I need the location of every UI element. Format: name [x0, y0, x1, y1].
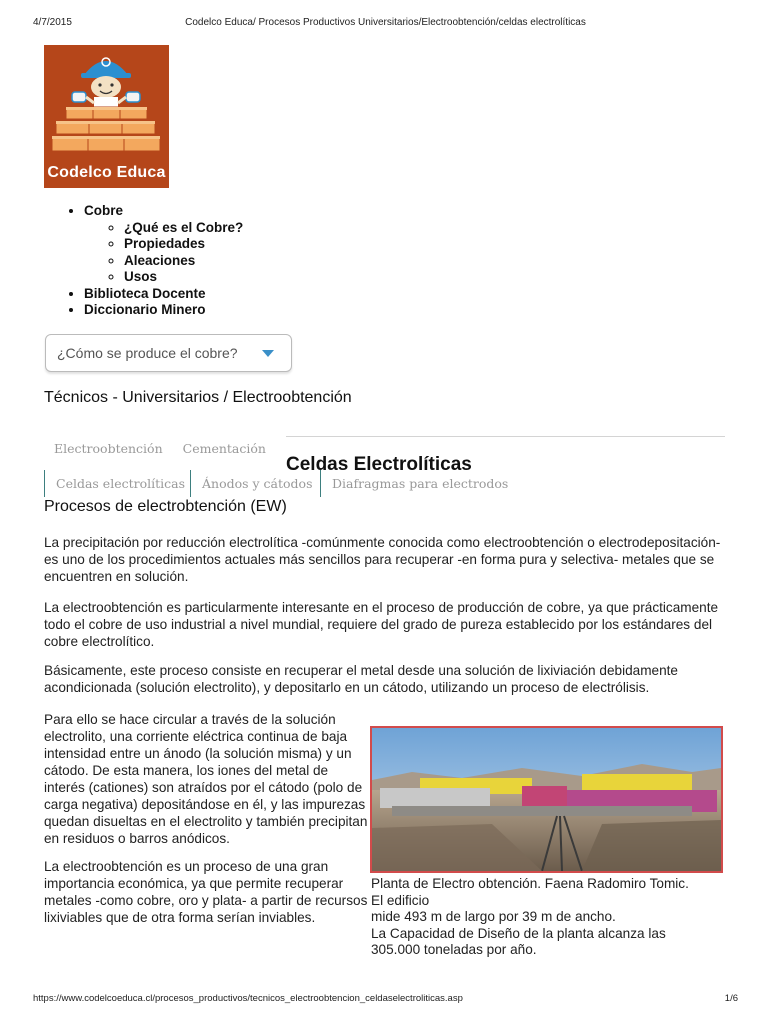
- paragraph-3: Básicamente, este proceso consiste en recuperar el metal desde una solución de lixiviación debidamente acondicionada (solución electrolito), y depositarlo en un cátodo, utilizando un proceso de electrólisis.: [44, 663, 678, 695]
- nav-item-biblioteca[interactable]: • Biblioteca Docente: [84, 286, 243, 303]
- paragraph-1: La precipitación por reducción electrolítica -comúnmente conocida como electroobtención o electrodepositación- es uno de los procedimientos actuales más sencillos para recuperar -en forma pura y selectiva- metales que se encuentren en solución.: [44, 535, 721, 584]
- plant-photo: [370, 726, 723, 873]
- tab-diafragmas[interactable]: Diafragmas para electrodos: [320, 470, 508, 497]
- codelco-educa-logo[interactable]: [44, 45, 169, 188]
- chevron-down-icon[interactable]: [262, 350, 274, 357]
- caption-line-2: El edificio: [371, 892, 430, 908]
- tab-electroobtencion[interactable]: Electroobtención: [54, 441, 163, 456]
- caption-line-3: mide 493 m de largo por 39 m de ancho.: [371, 909, 616, 924]
- divider: [286, 436, 725, 437]
- nav-subitem-propiedades[interactable]: ◦ Propiedades: [124, 236, 243, 253]
- tabs-primary: [44, 441, 276, 456]
- print-page-number: 1/6: [724, 993, 738, 1004]
- process-select-value: ¿Cómo se produce el cobre?: [57, 345, 238, 361]
- caption-line-5: 305.000 toneladas por año.: [371, 942, 537, 957]
- photo-caption: [371, 876, 721, 959]
- main-nav: [84, 203, 243, 319]
- paragraph-4: Para ello se hace circular a través de la solución electrolito, una corriente eléctrica continua de baja intensidad entre un ánodo (la solución misma) y un cátodo. De esta manera, los iones del metal de interés (cationes) son atraídos por el cátodo (polo de carga negativa) depositándose en él, y las impurezas quedan disueltas en el electrolito y también precipitan en residuos o barros anódicos.: [44, 712, 368, 846]
- nav-subitem-que-es[interactable]: ◦ ¿Qué es el Cobre?: [124, 220, 243, 237]
- nav-item-cobre[interactable]: [84, 203, 243, 286]
- logo-text: Codelco Educa: [47, 164, 166, 181]
- caption-line-4: La Capacidad de Diseño de la planta alcanza las: [371, 925, 666, 941]
- clipped-page-title-text: Celdas Electrolíticas: [286, 454, 472, 470]
- process-select[interactable]: [45, 334, 292, 372]
- tab-celdas-electroliticas[interactable]: Celdas electrolíticas: [44, 470, 185, 497]
- caption-line-1: Planta de Electro obtención. Faena Radomiro Tomic.: [371, 876, 689, 891]
- nav-item-diccionario[interactable]: • Diccionario Minero: [84, 302, 243, 319]
- print-title: Codelco Educa/ Procesos Productivos Universitarios/Electroobtención/celdas electrolíticas: [185, 17, 586, 28]
- print-date: 4/7/2015: [33, 17, 72, 28]
- plant-photo-illustration: [372, 728, 721, 871]
- clipped-page-title: [286, 448, 726, 470]
- nav-link-cobre[interactable]: Cobre: [84, 203, 124, 218]
- tab-anodos-catodos[interactable]: Ánodos y cátodos: [190, 470, 313, 497]
- print-url: https://www.codelcoeduca.cl/procesos_productivos/tecnicos_electroobtencion_celdaselectroliticas.asp: [33, 993, 463, 1004]
- document-title: Procesos de electrobtención (EW): [44, 498, 287, 515]
- nav-subitem-aleaciones[interactable]: ◦ Aleaciones: [124, 253, 243, 270]
- tab-cementacion[interactable]: Cementación: [182, 441, 266, 456]
- paragraph-5: La electroobtención es un proceso de una gran importancia económica, ya que permite recuperar metales -como cobre, oro y plata- a partir de recursos lixiviables que de otra forma serían inviables.: [44, 859, 368, 925]
- paragraph-2: La electroobtención es particularmente interesante en el proceso de producción de cobre, ya que prácticamente todo el cobre de uso industrial a nivel mundial, requiere del grado de pureza establecido por los estándares del cobre electrolítico.: [44, 600, 719, 649]
- section-heading: Técnicos - Universitarios / Electroobtención: [44, 389, 352, 406]
- nav-subitem-usos[interactable]: ◦ Usos: [124, 269, 243, 286]
